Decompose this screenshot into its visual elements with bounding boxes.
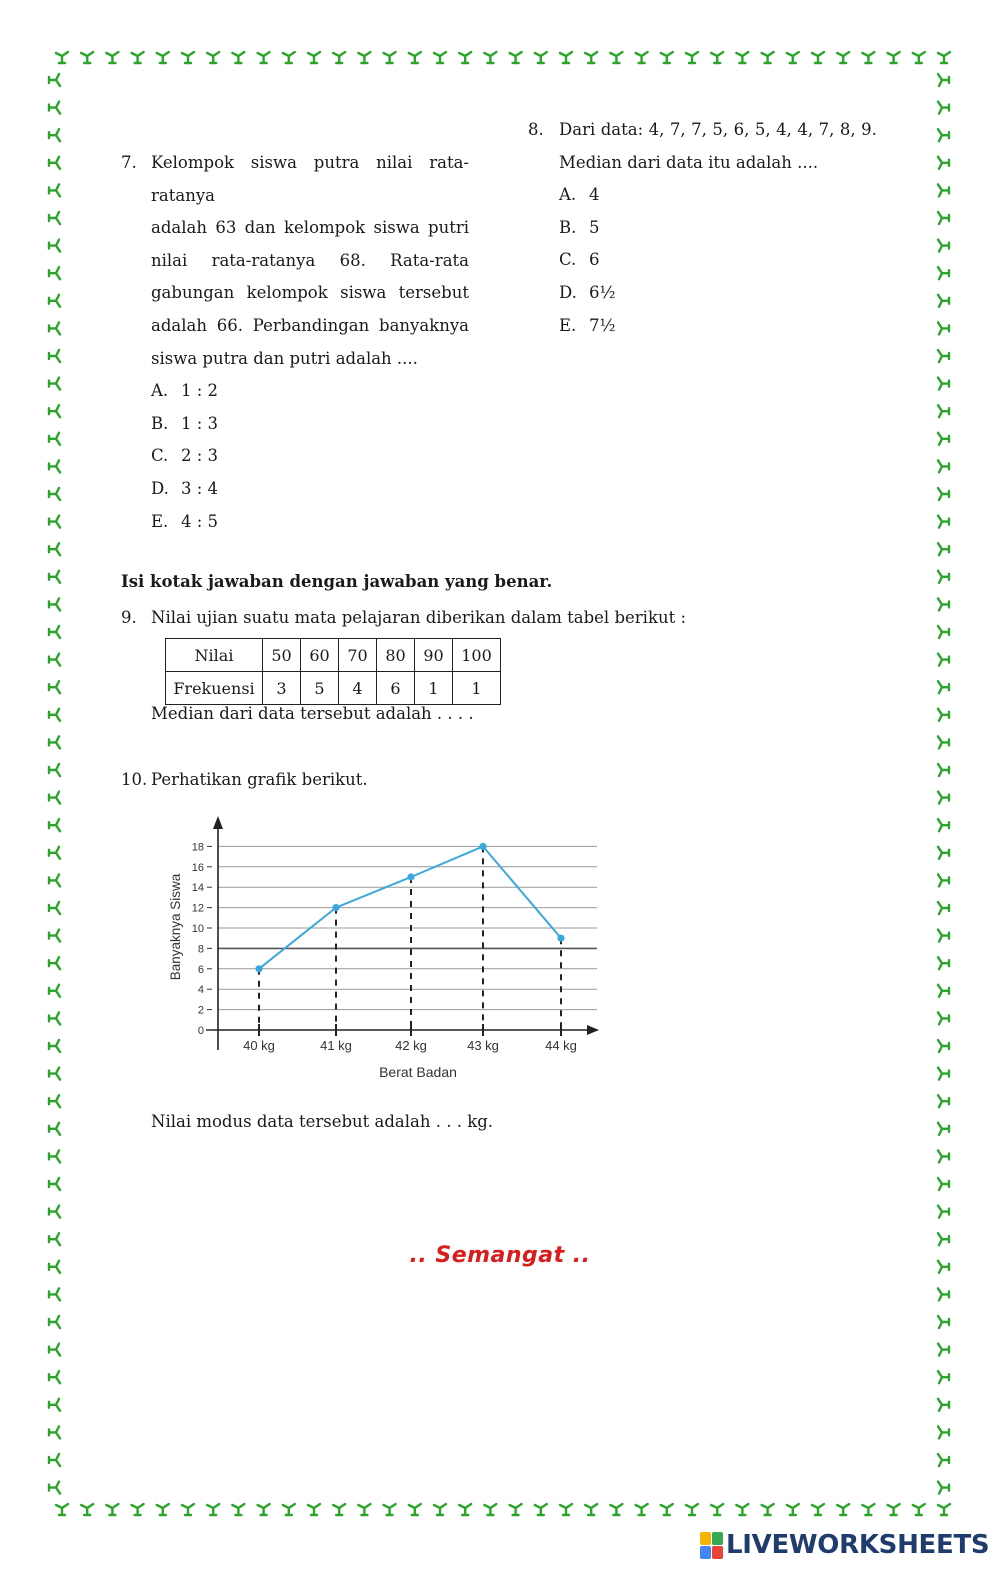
question-word: 7,	[818, 120, 835, 139]
table-cell: 1	[453, 672, 501, 705]
question-number: 8.	[528, 120, 544, 139]
x-tick-label: 43 kg	[467, 1038, 499, 1053]
table-row	[166, 672, 501, 705]
option-letter: B.	[151, 413, 169, 433]
question-word: 7,	[669, 120, 686, 139]
question-7-options	[151, 375, 481, 538]
question-8	[528, 114, 888, 342]
y-tick-label: 18	[191, 841, 204, 854]
question-7-text	[151, 147, 469, 375]
weight-line-chart	[160, 812, 610, 1082]
x-tick-label: 40 kg	[243, 1038, 275, 1053]
y-tick-label: 8	[197, 943, 204, 956]
y-tick-label: 0	[197, 1025, 204, 1037]
table-cell: 90	[415, 639, 453, 672]
y-tick-label: 10	[191, 923, 204, 935]
question-line: nilai rata-ratanya 68. Rata-rata	[151, 250, 469, 270]
question-number: 10.	[121, 770, 148, 789]
question-line	[559, 114, 877, 147]
option-text: 3 : 4	[181, 478, 219, 498]
table-cell: 60	[301, 639, 339, 672]
question-word: 5,	[712, 120, 729, 139]
section-instruction: Isi kotak jawaban dengan jawaban yang benar.	[121, 572, 553, 591]
y-tick-label: 16	[191, 861, 204, 874]
decorative-border-left	[46, 60, 64, 1500]
table-cell: 3	[263, 672, 301, 705]
option-e	[559, 310, 888, 343]
question-line: Median dari data itu adalah ....	[559, 152, 819, 172]
option-d	[559, 277, 888, 310]
chart-grid	[218, 846, 597, 1009]
y-tick-label: 6	[197, 963, 204, 976]
question-9-text: Nilai ujian suatu mata pelajaran diberikan dalam tabel berikut :	[151, 608, 687, 627]
option-text: 6	[589, 250, 600, 270]
table-cell: 4	[339, 672, 377, 705]
table-cell: 70	[339, 639, 377, 672]
y-tick-label: 14	[191, 882, 204, 895]
option-letter: E.	[559, 315, 577, 335]
option-d	[151, 473, 481, 506]
option-b	[151, 408, 481, 441]
question-9	[121, 602, 687, 634]
chart-axes	[206, 816, 599, 1050]
x-tick-label: 44 kg	[545, 1038, 577, 1053]
decorative-border-top	[48, 48, 952, 66]
y-tick-label: 2	[197, 1004, 204, 1017]
chart-y-axis-label: Banyaknya Siswa	[168, 873, 183, 981]
table-cell: 50	[263, 639, 301, 672]
y-tick-label: 12	[191, 902, 204, 915]
question-10-text: Perhatikan grafik berikut.	[151, 770, 368, 789]
table-row	[166, 639, 501, 672]
x-tick-label: 41 kg	[320, 1038, 352, 1053]
question-10-prompt: Nilai modus data tersebut adalah . . . kg.	[151, 1112, 494, 1131]
option-letter: C.	[559, 250, 577, 270]
brand-name: LIVEWORKSHEETS	[726, 1530, 990, 1560]
question-number: 7.	[121, 153, 137, 172]
option-letter: A.	[559, 185, 577, 205]
decorative-border-bottom	[48, 1500, 952, 1518]
table-cell: 5	[301, 672, 339, 705]
liveworksheets-logo-icon	[700, 1532, 722, 1558]
y-tick-label: 4	[197, 984, 204, 997]
option-c	[151, 440, 481, 473]
question-8-text	[559, 114, 888, 342]
table-cell: 6	[377, 672, 415, 705]
encouragement-text: .. Semangat ..	[409, 1243, 591, 1268]
option-a	[151, 375, 481, 408]
data-point	[255, 965, 262, 972]
question-10	[121, 770, 368, 789]
question-word: 5,	[754, 120, 771, 139]
option-letter: D.	[151, 478, 169, 498]
question-number: 9.	[121, 608, 137, 627]
data-point	[332, 904, 339, 911]
question-word: 7,	[691, 120, 707, 139]
option-text: 1 : 3	[181, 413, 219, 433]
data-point	[479, 843, 486, 850]
option-letter: C.	[151, 446, 169, 466]
option-text: 2 : 3	[181, 446, 219, 466]
table-cell: 80	[377, 639, 415, 672]
option-text: 4	[589, 185, 600, 205]
question-line: siswa putra dan putri adalah ....	[151, 348, 418, 368]
table-cell: 1	[415, 672, 453, 705]
question-word: 4,	[648, 120, 665, 139]
question-line: gabungan kelompok siswa tersebut	[151, 283, 469, 303]
question-word: 9.	[861, 120, 877, 139]
data-point	[407, 873, 414, 880]
option-letter: A.	[151, 381, 169, 401]
x-tick-label: 42 kg	[395, 1038, 427, 1053]
question-word: Dari	[559, 120, 596, 139]
table-header-cell: Nilai	[166, 639, 263, 672]
question-word: data:	[600, 120, 644, 139]
chart-x-axis-label: Berat Badan	[379, 1064, 457, 1080]
option-text: 6½	[589, 282, 616, 302]
question-9-prompt: Median dari data tersebut adalah . . . .	[151, 704, 474, 723]
question-line: adalah 66. Perbandingan banyaknya	[151, 315, 469, 335]
option-text: 4 : 5	[181, 511, 219, 531]
question-line: Kelompok siswa putra nilai rata-ratanya	[151, 153, 469, 205]
option-b	[559, 212, 888, 245]
y-axis-arrow	[213, 816, 223, 829]
option-text: 1 : 2	[181, 381, 219, 401]
x-axis-arrow	[587, 1025, 599, 1035]
option-text: 5	[589, 217, 600, 237]
chart-ticks	[192, 841, 577, 1053]
option-a	[559, 179, 888, 212]
table-cell: 100	[453, 639, 501, 672]
option-letter: B.	[559, 217, 577, 237]
question-word: 8,	[839, 120, 856, 139]
option-letter: D.	[559, 282, 577, 302]
table-header-cell: Frekuensi	[166, 672, 263, 705]
option-text: 7½	[589, 315, 616, 335]
question-word: 4,	[776, 120, 792, 139]
question-word: 6,	[733, 120, 750, 139]
question-line: adalah 63 dan kelompok siswa putri	[151, 218, 469, 238]
data-point	[557, 935, 564, 942]
decorative-border-right	[934, 60, 952, 1500]
option-c	[559, 244, 888, 277]
option-letter: E.	[151, 511, 169, 531]
question-word: 4,	[797, 120, 814, 139]
option-e	[151, 506, 481, 539]
liveworksheets-brand[interactable]	[700, 1530, 989, 1560]
question-7	[121, 147, 481, 538]
frequency-table	[165, 638, 501, 705]
